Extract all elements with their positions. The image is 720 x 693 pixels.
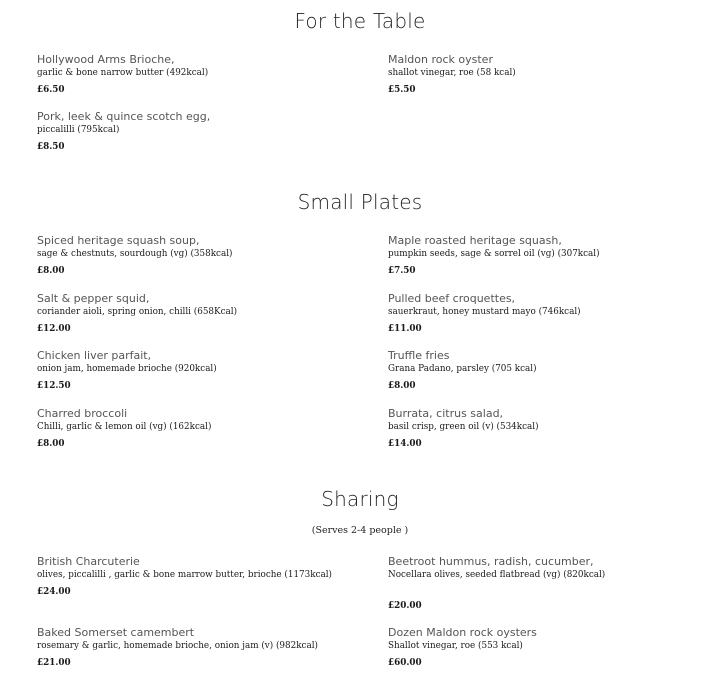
item-name: Pork, leek & quince scotch egg, [37, 110, 211, 123]
item-description: Shallot vinegar, roe (553 kcal) [388, 641, 523, 651]
item-name: Salt & pepper squid, [37, 292, 150, 305]
item-price: £20.00 [388, 601, 422, 611]
section-heading-small-plates: Small Plates [297, 190, 423, 214]
item-price: £8.00 [388, 381, 416, 391]
item-name: Maple roasted heritage squash, [388, 234, 562, 247]
item-description: shallot vinegar, roe (58 kcal) [388, 68, 516, 78]
serves-note: (Serves 2-4 people ) [311, 525, 409, 536]
item-price: £7.50 [388, 266, 416, 276]
menu-item [388, 292, 708, 336]
item-name: Truffle fries [388, 349, 450, 362]
menu-item [388, 349, 708, 393]
menu-item [37, 626, 357, 670]
item-price: £12.00 [37, 324, 71, 334]
menu-item [37, 292, 357, 336]
menu-item [388, 407, 708, 451]
item-description: olives, piccalilli , garlic & bone marrow butter, brioche (1173kcal) [37, 570, 332, 580]
item-name: Maldon rock oyster [388, 53, 493, 66]
menu-item [388, 555, 708, 613]
item-name: British Charcuterie [37, 555, 140, 568]
item-price: £24.00 [37, 587, 71, 597]
menu-item [37, 555, 357, 599]
item-description: rosemary & garlic, homemade brioche, onion jam (v) (982kcal) [37, 641, 318, 651]
item-description: sage & chestnuts, sourdough (vg) (358kcal) [37, 249, 233, 259]
item-description: basil crisp, green oil (v) (534kcal) [388, 422, 539, 432]
item-description: coriander aioli, spring onion, chilli (658Kcal) [37, 307, 238, 317]
item-price: £14.00 [388, 439, 422, 449]
item-description: garlic & bone narrow butter (492kcal) [37, 68, 209, 78]
item-price: £8.00 [37, 439, 65, 449]
item-price: £5.50 [388, 85, 416, 95]
menu-item [37, 234, 357, 278]
menu-item [388, 234, 708, 278]
item-description: onion jam, homemade brioche (920kcal) [37, 364, 217, 374]
item-name: Beetroot hummus, radish, cucumber, [388, 555, 594, 568]
item-price: £6.50 [37, 85, 65, 95]
item-name: Burrata, citrus salad, [388, 407, 504, 420]
item-price: £8.00 [37, 266, 65, 276]
menu-item [37, 110, 357, 154]
item-price: £12.50 [37, 381, 71, 391]
item-description: sauerkraut, honey mustard mayo (746kcal) [388, 307, 581, 317]
item-name: Hollywood Arms Brioche, [37, 53, 175, 66]
item-description: piccalilli (795kcal) [37, 125, 120, 135]
item-price: £60.00 [388, 658, 422, 668]
item-name: Chicken liver parfait, [37, 349, 152, 362]
item-price: £21.00 [37, 658, 71, 668]
section-heading-sharing: Sharing [321, 487, 399, 511]
item-price: £8.50 [37, 142, 65, 152]
section-heading-for-the-table: For the Table [294, 9, 426, 33]
item-description: Chilli, garlic & lemon oil (vg) (162kcal) [37, 422, 212, 432]
menu-item [37, 53, 357, 97]
menu-item [37, 407, 357, 451]
item-name: Spiced heritage squash soup, [37, 234, 200, 247]
menu-item [37, 349, 357, 393]
item-name: Charred broccoli [37, 407, 128, 420]
menu-item [388, 53, 708, 97]
item-description: Nocellara olives, seeded flatbread (vg) (820kcal) [388, 570, 606, 580]
item-price: £11.00 [388, 324, 422, 334]
menu-item [388, 626, 708, 670]
item-name: Pulled beef croquettes, [388, 292, 516, 305]
item-description: pumpkin seeds, sage & sorrel oil (vg) (307kcal) [388, 249, 600, 259]
item-name: Baked Somerset camembert [37, 626, 195, 639]
item-name: Dozen Maldon rock oysters [388, 626, 537, 639]
item-description: Grana Padano, parsley (705 kcal) [388, 364, 537, 374]
